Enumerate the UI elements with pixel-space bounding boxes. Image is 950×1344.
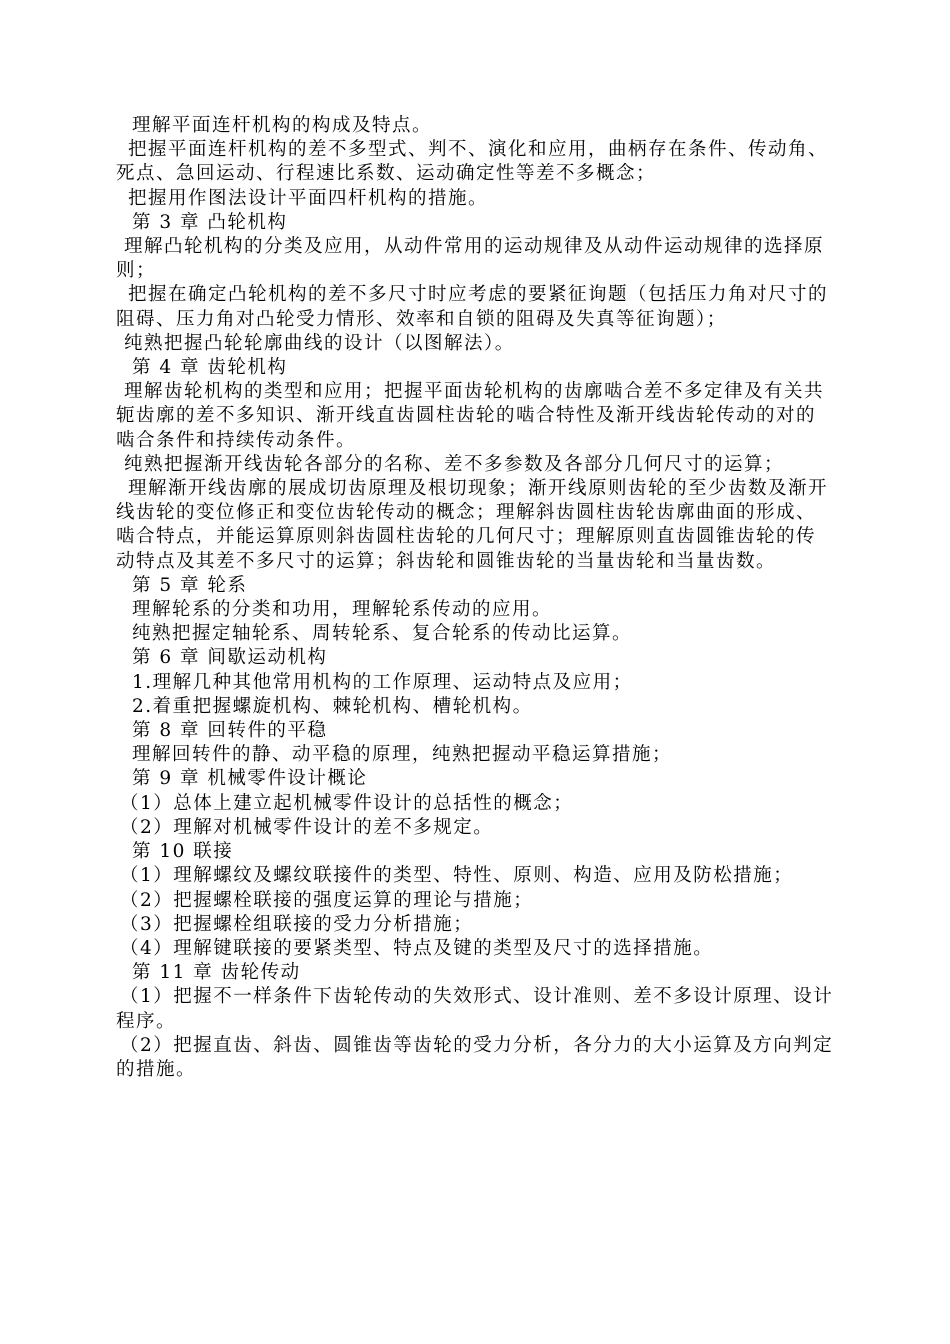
body-paragraph: 把握平面连杆机构的差不多型式、判不、演化和应用，曲柄存在条件、传动角、死点、急回运动、行程速比系数、运动确定性等差不多概念；	[116, 139, 829, 185]
body-paragraph: （3）把握螺栓组联接的受力分析措施；	[120, 913, 474, 935]
document-body	[116, 114, 834, 1082]
body-paragraph: （2）把握螺栓联接的强度运算的理论与措施；	[120, 889, 534, 911]
body-paragraph: 理解轮系的分类和功用，理解轮系传动的应用。	[132, 599, 553, 621]
chapter-heading: 第 6 章 间歇运动机构	[132, 647, 328, 669]
body-paragraph: （1）理解螺纹及螺纹联接件的类型、特性、原则、构造、应用及防松措施；	[120, 865, 794, 887]
chapter-heading: 第 4 章 齿轮机构	[132, 357, 288, 379]
body-paragraph: （2）把握直齿、斜齿、圆锥齿等齿轮的受力分析，各分力的大小运算及方向判定的措施。	[116, 1034, 834, 1080]
body-paragraph: （1）总体上建立起机械零件设计的总括性的概念；	[120, 792, 574, 814]
body-paragraph: 理解平面连杆机构的构成及特点。	[132, 115, 433, 136]
body-paragraph: 把握用作图法设计平面四杆机构的措施。	[128, 187, 489, 209]
body-paragraph: 纯熟把握凸轮轮廓曲线的设计（以图解法）。	[124, 332, 515, 354]
chapter-heading: 第 5 章 轮系	[132, 574, 248, 596]
body-paragraph: 纯熟把握渐开线齿轮各部分的名称、差不多参数及各部分几何尺寸的运算；	[124, 453, 785, 475]
body-paragraph: （1）把握不一样条件下齿轮传动的失效形式、设计准则、差不多设计原理、设计程序。	[116, 986, 834, 1032]
chapter-heading: 第 10 联接	[132, 841, 234, 863]
body-paragraph: 1.理解几种其他常用机构的工作原理、运动特点及应用；	[132, 671, 633, 693]
body-paragraph: （2）理解对机械零件设计的差不多规定。	[120, 816, 494, 838]
chapter-heading: 第 11 章 齿轮传动	[132, 962, 301, 984]
body-paragraph: 理解齿轮机构的类型和应用；把握平面齿轮机构的齿廓啮合差不多定律及有关共轭齿廓的差不多知识、渐开线直齿圆柱齿轮的啮合特性及渐开线齿轮传动的对的啮合条件和持续传动条件。	[116, 381, 825, 451]
body-paragraph: 把握在确定凸轮机构的差不多尺寸时应考虑的要紧征询题（包括压力角对尺寸的阻碍、压力角对凸轮受力情形、效率和自锁的阻碍及失真等征询题）；	[116, 284, 829, 330]
body-paragraph: 理解渐开线齿廓的展成切齿原理及根切现象；渐开线原则齿轮的至少齿数及渐开线齿轮的变位修正和变位齿轮传动的概念；理解斜齿圆柱齿轮齿廓曲面的形成、啮合特点，并能运算原则斜齿圆柱齿轮的几何尺寸；理解原则直齿圆锥齿轮的传动特点及其差不多尺寸的运算；斜齿轮和圆锥齿轮的当量齿轮和当量齿数。	[116, 478, 829, 572]
body-paragraph: 理解凸轮机构的分类及应用，从动件常用的运动规律及从动件运动规律的选择原则；	[116, 236, 825, 282]
body-paragraph: 2.着重把握螺旋机构、棘轮机构、槽轮机构。	[132, 695, 533, 717]
chapter-heading: 第 8 章 回转件的平稳	[132, 720, 328, 742]
chapter-heading: 第 3 章 凸轮机构	[132, 211, 288, 233]
body-paragraph: （4）理解键联接的要紧类型、特点及键的类型及尺寸的选择措施。	[120, 937, 714, 959]
body-paragraph: 纯熟把握定轴轮系、周转轮系、复合轮系的传动比运算。	[132, 623, 633, 645]
body-paragraph: 理解回转件的静、动平稳的原理，纯熟把握动平稳运算措施；	[132, 744, 673, 766]
chapter-heading: 第 9 章 机械零件设计概论	[132, 768, 368, 790]
